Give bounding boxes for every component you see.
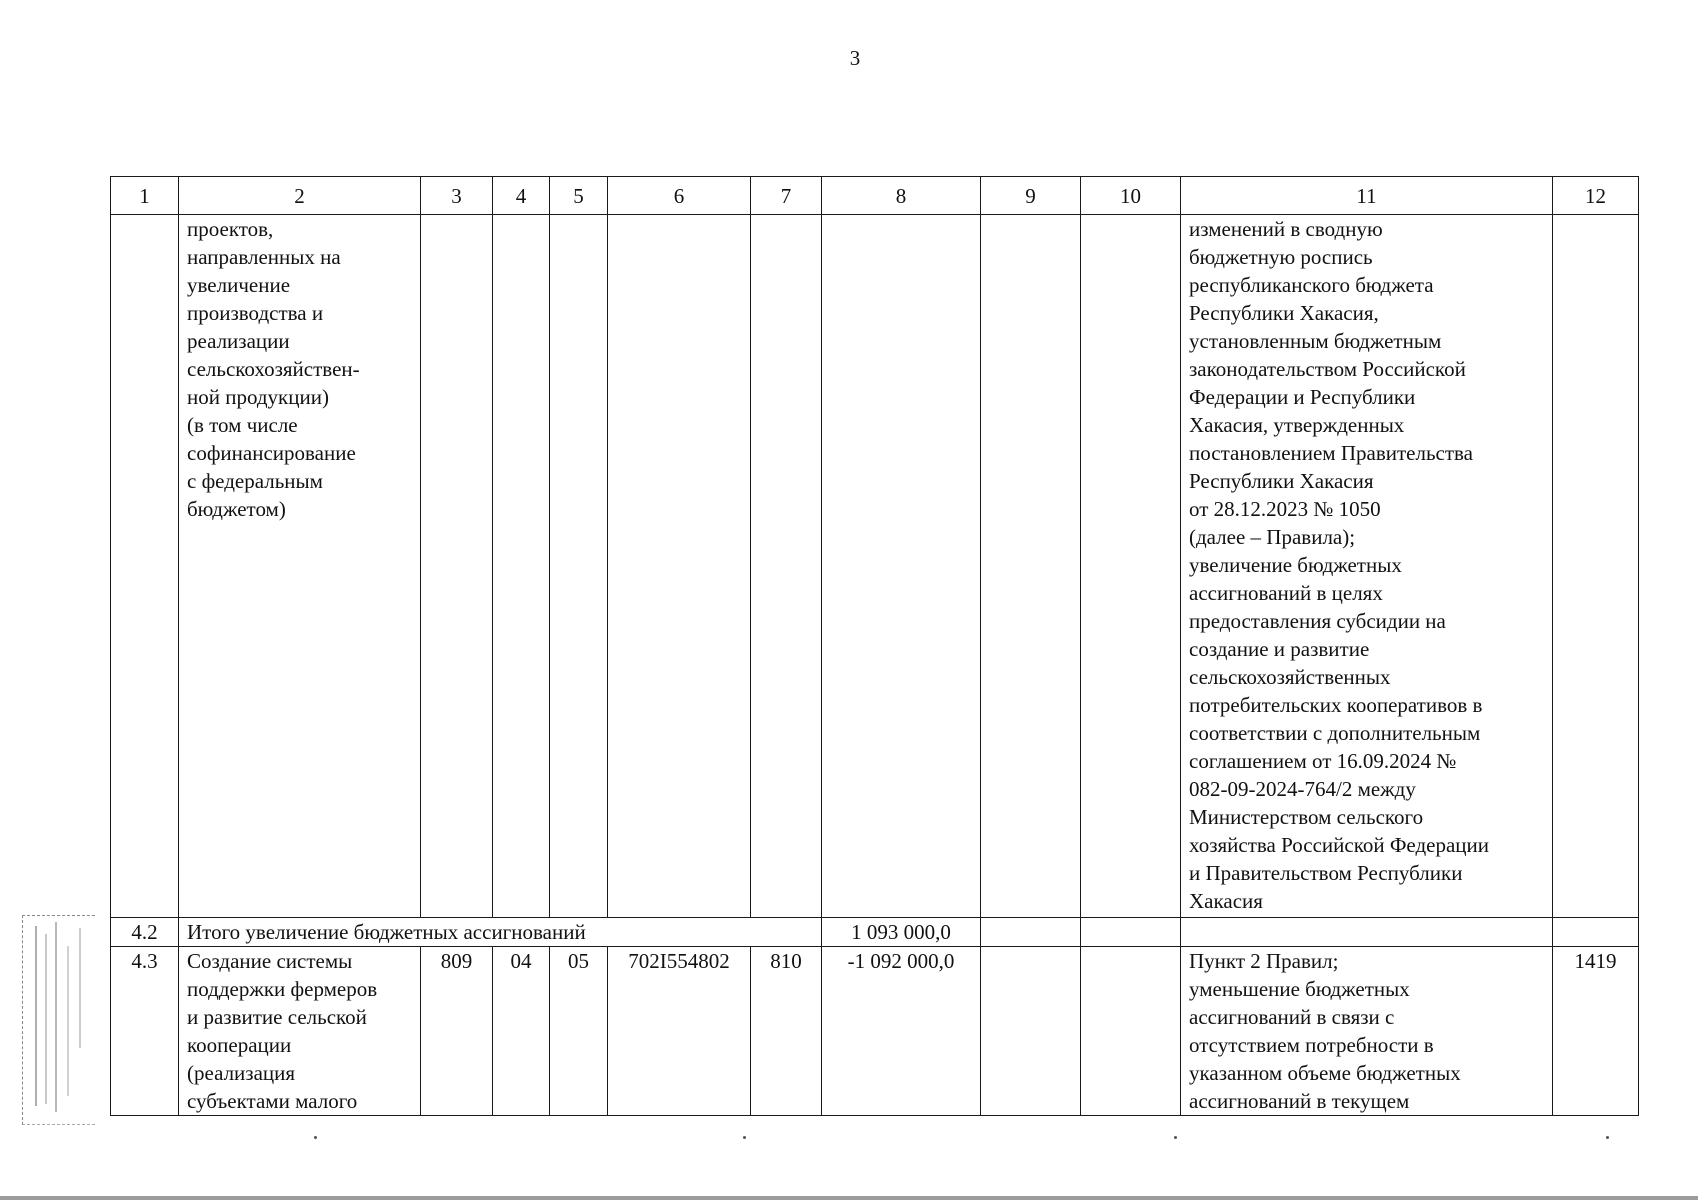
cell-measure-name: проектов, направленных на увеличение производства и реализации сельскохозяйствен- ной продукции) (в том числе софинансирование с федеральным бюджетом): [179, 215, 421, 918]
header-col-5: 5: [550, 177, 608, 215]
header-col-11: 11: [1181, 177, 1553, 215]
cell-total-amount: 1 093 000,0: [822, 918, 981, 947]
cell-total-label: Итого увеличение бюджетных ассигнований: [179, 918, 822, 947]
cell-col-12: [1553, 215, 1639, 918]
header-col-4: 4: [493, 177, 550, 215]
scan-speck: [314, 1136, 317, 1139]
table-row-4-3: [111, 947, 1639, 1116]
header-col-8: 8: [822, 177, 981, 215]
header-col-9: 9: [981, 177, 1081, 215]
cell-col-7: [751, 215, 822, 918]
cell-col-8: [822, 215, 981, 918]
header-row: [111, 177, 1639, 215]
cell-col-11: [1181, 918, 1553, 947]
table-row-continuation: [111, 215, 1639, 918]
header-col-7: 7: [751, 177, 822, 215]
cell-col-10: [1081, 918, 1181, 947]
header-col-12: 12: [1553, 177, 1639, 215]
cell-col-12: [1553, 918, 1639, 947]
cell-col-4: [493, 215, 550, 918]
cell-col-9: [981, 918, 1081, 947]
scan-speck: [1606, 1136, 1609, 1139]
scan-speck: [743, 1136, 746, 1139]
cell-amount: -1 092 000,0: [822, 947, 981, 1116]
budget-changes-table: [110, 176, 1639, 1116]
cell-subsection-code: 05: [550, 947, 608, 1116]
header-col-6: 6: [608, 177, 751, 215]
cell-ministry-code: 809: [421, 947, 493, 1116]
cell-row-number: 4.3: [111, 947, 179, 1116]
cell-basis: Пункт 2 Правил; уменьшение бюджетных ассигнований в связи с отсутствием потребности в указанном объеме бюджетных ассигнований в текущем: [1181, 947, 1553, 1116]
header-col-10: 10: [1081, 177, 1181, 215]
cell-col-3: [421, 215, 493, 918]
header-col-2: 2: [179, 177, 421, 215]
cell-col-6: [608, 215, 751, 918]
cell-row-number: 4.2: [111, 918, 179, 947]
scan-bottom-edge: [0, 1196, 1698, 1200]
page-number: 3: [849, 46, 861, 70]
header-col-3: 3: [421, 177, 493, 215]
cell-row-number: [111, 215, 179, 918]
registration-stamp: [22, 915, 95, 1125]
cell-measure-name: Создание системы поддержки фермеров и развитие сельской кооперации (реализация субъектами малого: [179, 947, 421, 1116]
scan-speck: [1174, 1136, 1177, 1139]
cell-col-10: [1081, 947, 1181, 1116]
header-col-1: 1: [111, 177, 179, 215]
cell-basis: изменений в сводную бюджетную роспись республиканского бюджета Республики Хакасия, установленным бюджетным законодательством Российской Федерации и Республики Хакасия, утвержденных постановлением Правительства Республики Хакасия от 28.12.2023 № 1050 (далее – Правила); увеличение бюджетных ассигнований в целях предоставления субсидии на создание и развитие сельскохозяйственных потребительских кооперативов в соответствии с дополнительным соглашением от 16.09.2024 № 082-09-2024-764/2 между Министерством сельского хозяйства Российской Федерации и Правительством Республики Хакасия: [1181, 215, 1553, 918]
cell-target-article: 702I554802: [608, 947, 751, 1116]
cell-col-9: [981, 215, 1081, 918]
cell-col-9: [981, 947, 1081, 1116]
cell-col-10: [1081, 215, 1181, 918]
cell-col-5: [550, 215, 608, 918]
cell-section-code: 04: [493, 947, 550, 1116]
cell-expense-type: 810: [751, 947, 822, 1116]
table-row-total: [111, 918, 1639, 947]
cell-col-12: 1419: [1553, 947, 1639, 1116]
